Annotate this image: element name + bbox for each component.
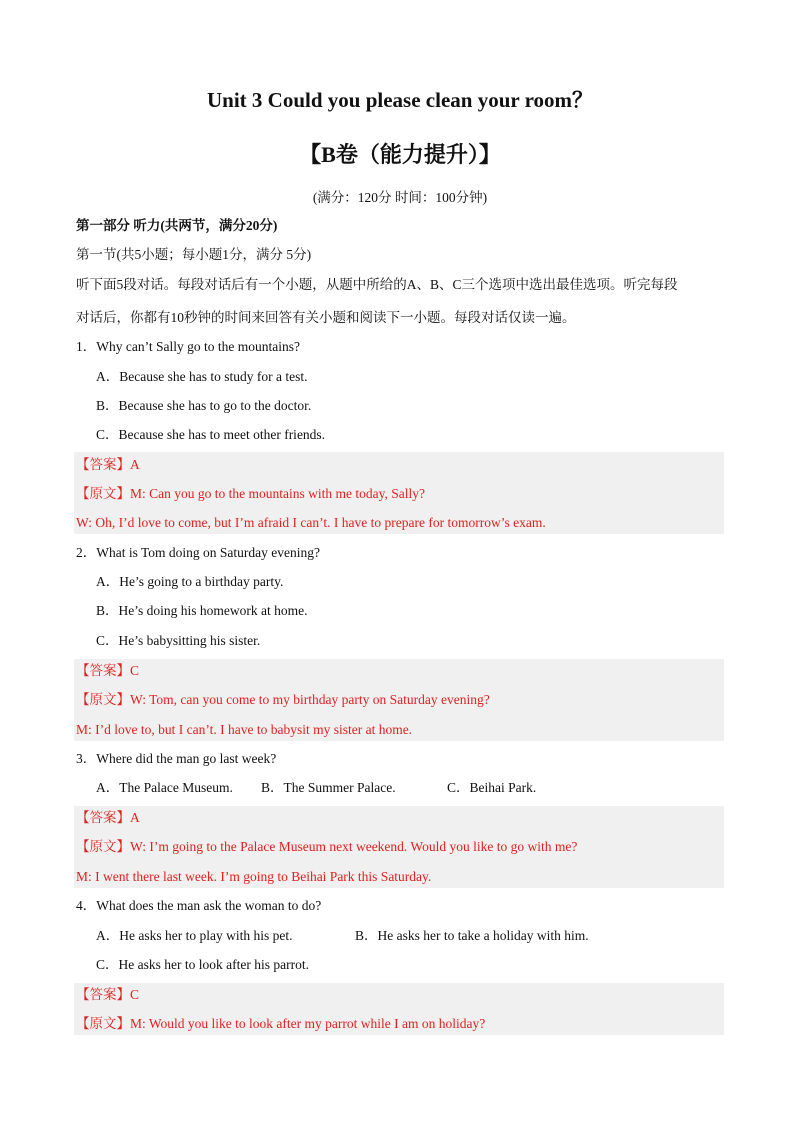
section-sub-heading: 第一节(共5小题；每小题1分，满分 5分) xyxy=(76,247,312,262)
question-3-transcript-line-2: M: I went there last week. I’m going to Beihai Park this Saturday. xyxy=(76,869,432,884)
question-3-transcript-line-1 xyxy=(76,837,724,857)
question-1-transcript-line-2: W: Oh, I’d love to come, but I’m afraid I can’t. I have to prepare for tomorrow’s exam. xyxy=(76,515,546,530)
question-3-option-c: C．Beihai Park. xyxy=(447,780,537,795)
transcript-text: M: Can you go to the mountains with me today, Sally? xyxy=(130,486,425,501)
question-2-option-a: A．He’s going to a birthday party. xyxy=(96,574,284,589)
exam-meta: (满分：120分 时间：100分钟) xyxy=(312,190,488,205)
question-4-answer: 【答案】C xyxy=(76,987,140,1002)
question-2-transcript-line-2: M: I’d love to, but I can’t. I have to babysit my sister at home. xyxy=(76,722,413,737)
question-4-option-b: B．He asks her to take a holiday with him. xyxy=(355,928,589,943)
transcript-label: 【原文】 xyxy=(76,486,130,501)
section-part-heading: 第一部分 听力(共两节，满分20分) xyxy=(76,218,278,233)
question-4-transcript-line-1 xyxy=(76,1014,724,1034)
question-4-option-c: C．He asks her to look after his parrot. xyxy=(96,957,309,972)
question-4-text: 4．What does the man ask the woman to do? xyxy=(76,898,322,913)
question-3-option-b: B．The Summer Palace. xyxy=(261,780,396,795)
transcript-text: W: I’m going to the Palace Museum next weekend. Would you like to go with me? xyxy=(130,839,578,854)
question-1-option-c: C．Because she has to meet other friends. xyxy=(96,427,326,442)
page-title: Unit 3 Could you please clean your room？ xyxy=(207,88,593,112)
transcript-label: 【原文】 xyxy=(76,1016,130,1031)
question-4-option-a: A．He asks her to play with his pet. xyxy=(96,928,293,943)
question-2-answer: 【答案】C xyxy=(76,663,140,678)
question-2-transcript-line-1 xyxy=(76,690,724,710)
question-2-option-b: B．He’s doing his homework at home. xyxy=(96,603,308,618)
question-1-transcript-line-1 xyxy=(76,484,724,504)
transcript-text: W: Tom, can you come to my birthday party on Saturday evening? xyxy=(130,692,490,707)
transcript-label: 【原文】 xyxy=(76,839,130,854)
question-3-text: 3．Where did the man go last week? xyxy=(76,751,277,766)
transcript-label: 【原文】 xyxy=(76,692,130,707)
question-3-option-a: A．The Palace Museum. xyxy=(96,780,233,795)
instructions-line-2: 对话后，你都有10秒钟的时间来回答有关小题和阅读下一小题。每段对话仅读一遍。 xyxy=(76,310,576,325)
question-3-answer: 【答案】A xyxy=(76,810,140,825)
question-2-option-c: C．He’s babysitting his sister. xyxy=(96,633,261,648)
question-1-text: 1．Why can’t Sally go to the mountains? xyxy=(76,339,300,354)
question-4-options-row xyxy=(96,926,724,946)
question-1-option-a: A．Because she has to study for a test. xyxy=(96,369,308,384)
question-2-text: 2．What is Tom doing on Saturday evening? xyxy=(76,545,321,560)
instructions-line-1: 听下面5段对话。每段对话后有一个小题，从题中所给的A、B、C三个选项中选出最佳选项。听完每段 xyxy=(76,277,678,292)
question-3-options xyxy=(96,778,724,798)
question-1-option-b: B．Because she has to go to the doctor. xyxy=(96,398,312,413)
transcript-text: M: Would you like to look after my parrot while I am on holiday? xyxy=(130,1016,486,1031)
question-1-answer: 【答案】A xyxy=(76,457,140,472)
page-subtitle: 【B卷（能力提升）】 xyxy=(299,142,501,167)
